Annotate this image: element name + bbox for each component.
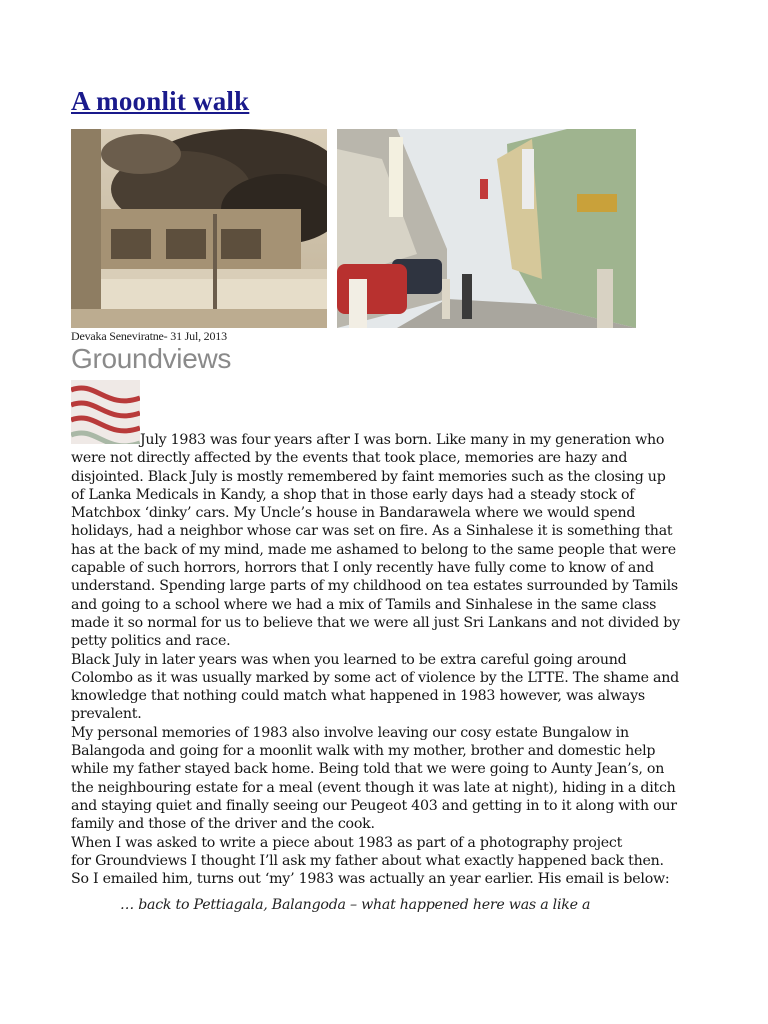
article-line: Balangoda and going for a moonlit walk with my mother, brother and domestic help	[71, 743, 656, 760]
article-line: Colombo as it was usually marked by some act of violence by the LTTE. The shame and	[71, 669, 679, 686]
burning-building-photo	[71, 129, 327, 328]
article-line: So I emailed him, turns out ‘my’ 1983 was actually an year earlier. His email is below:	[71, 871, 670, 888]
article-line: Matchbox ‘dinky’ cars. My Uncle’s house in Bandarawela where we would spend	[71, 505, 636, 522]
byline: Devaka Seneviratne- 31 Jul, 2013	[71, 329, 227, 343]
article-line: prevalent.	[71, 706, 142, 723]
article-line: disjointed. Black July is mostly remembered by faint memories such as the closing up	[71, 468, 666, 485]
article-line: and staying quiet and finally seeing our Peugeot 403 and getting in to it along with our	[71, 797, 677, 814]
article-line: has at the back of my mind, made me ashamed to belong to the same people that were	[71, 541, 676, 558]
article-line: understand. Spending large parts of my childhood on tea estates surrounded by Tamils	[71, 578, 678, 595]
article-line: knowledge that nothing could match what happened in 1983 however, was always	[71, 688, 645, 705]
article-line: holidays, had a neighbor whose car was set on fire. As a Sinhalese it is something that	[71, 523, 673, 540]
article-line: were not directly affected by the events that took place, memories are hazy and	[71, 450, 628, 467]
article-line: family and those of the driver and the cook.	[71, 816, 375, 833]
groundviews-wordmark: Groundviews	[71, 343, 232, 374]
article-line: My personal memories of 1983 also involve leaving our cosy estate Bungalow in	[71, 724, 629, 741]
article-line: July 1983 was four years after I was born. Like many in my generation who	[140, 432, 665, 448]
article-title[interactable]: A moonlit walk	[71, 86, 250, 116]
article-line: of Lanka Medicals in Kandy, a shop that in those early days had a steady stock of	[71, 486, 635, 503]
article-line: capable of such horrors, horrors that I only recently have fully come to know of and	[71, 560, 654, 577]
street-scene-photo	[337, 129, 636, 328]
article-line: and going to a school where we had a mix of Tamils and Sinhalese in the same class	[71, 596, 657, 613]
article-line: for Groundviews I thought I’ll ask my father about what exactly happened back then.	[71, 852, 664, 869]
article-line: while my father stayed back home. Being told that we were going to Aunty Jean’s, on	[71, 761, 665, 778]
article-line: the neighbouring estate for a meal (event though it was late at night), hiding in a ditch	[71, 779, 676, 796]
article-body	[71, 431, 701, 888]
email-quote: … back to Pettiagala, Balangoda – what happened here was a like a	[120, 897, 591, 913]
article-line: Black July in later years was when you learned to be extra careful going around	[71, 651, 627, 668]
article-line: When I was asked to write a piece about 1983 as part of a photography project	[71, 834, 623, 851]
article-line: petty politics and race.	[71, 633, 231, 650]
article-line: made it so normal for us to believe that we were all just Sri Lankans and not divided by	[71, 614, 680, 631]
